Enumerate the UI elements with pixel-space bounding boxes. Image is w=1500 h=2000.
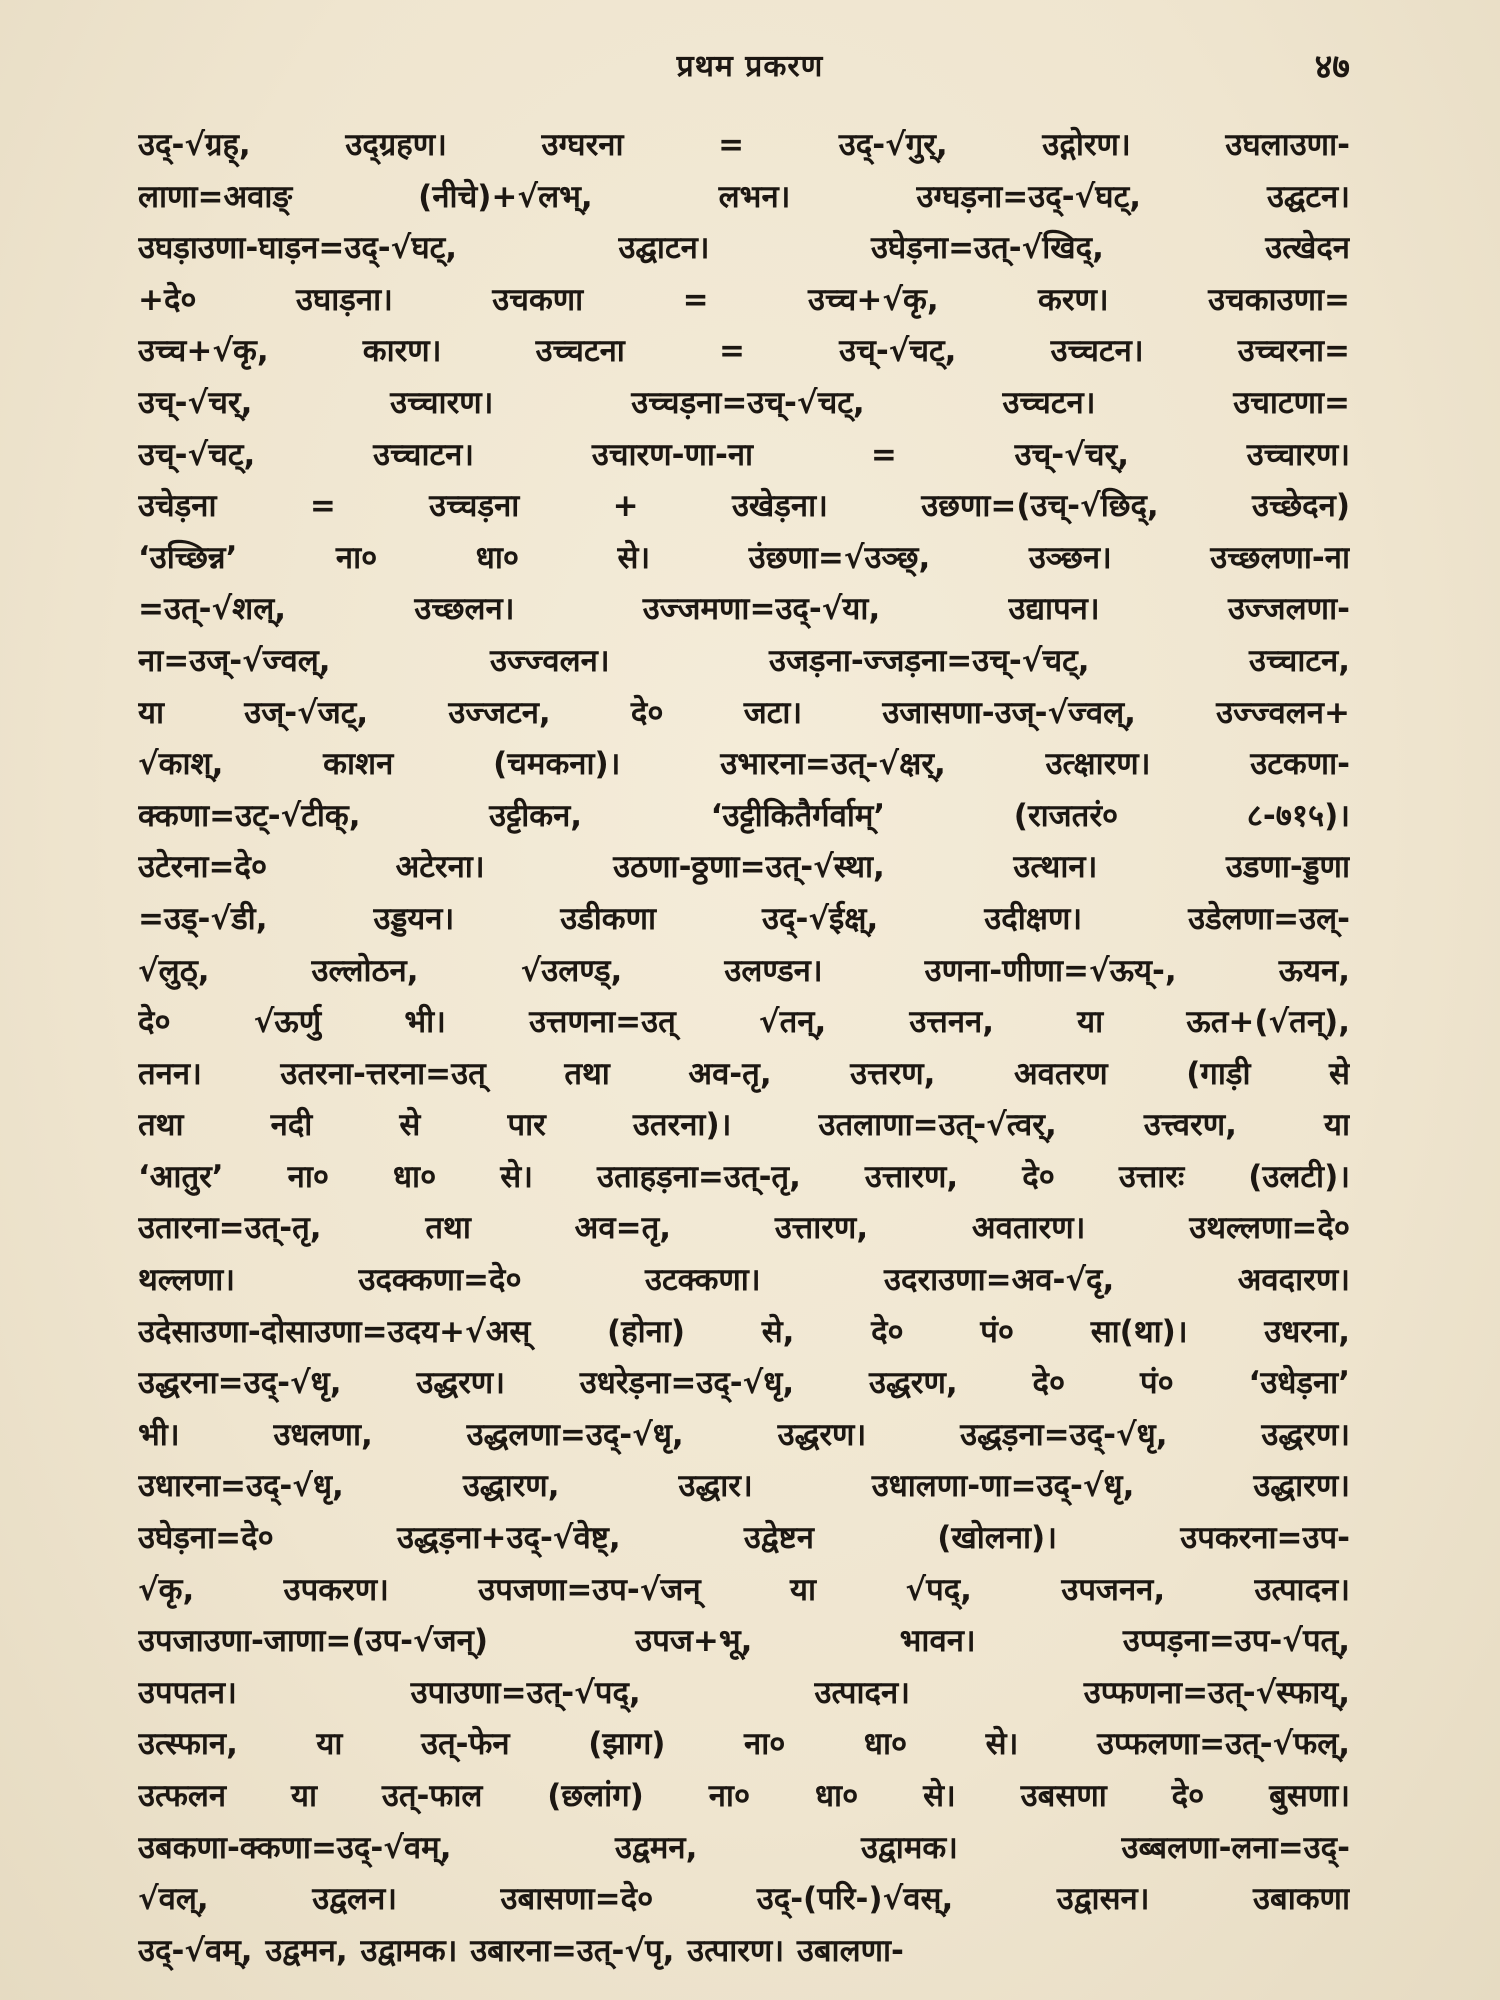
text-line: उबकणा-क्कणा=उद्-√वम्, उद्वमन, उद्वामक। उब्बलणा-लना=उद्- (138, 1829, 1350, 1866)
text-line: या उज्-√जट्, उज्जटन, दे० जटा। उजासणा-उज्-√ज्वल्, उज्ज्वलन+ (138, 694, 1350, 731)
text-line: उपजाउणा-जाणा=(उप-√जन्) उपज+भू, भावन। उप्पड़ना=उप-√पत्, (138, 1623, 1350, 1660)
text-line: उपपतन। उपाउणा=उत्-√पद्, उत्पादन। उप्फणना=उत्-√स्फाय्, (138, 1674, 1350, 1711)
text-line: ‘आतुर’ ना० धा० से। उताहड़ना=उत्-तृ, उत्तारण, दे० उत्तारः (उलटी)। (138, 1158, 1350, 1195)
text-line: उटेरना=दे० अटेरना। उठणा-ठ्ठणा=उत्-√स्था, उत्थान। उडणा-ड्डणा (138, 849, 1350, 886)
text-line: उत्स्फान, या उत्-फेन (झाग) ना० धा० से। उप्फलणा=उत्-√फल्, (138, 1726, 1350, 1763)
text-line: लाणा=अवाङ् (नीचे)+√लभ्, लभन। उग्घड़ना=उद्-√घट्, उद्घटन। (138, 178, 1350, 215)
text-line: थल्लणा। उदक्कणा=दे० उटक्कणा। उदराउणा=अव-√दृ, अवदारण। (138, 1262, 1350, 1299)
running-title: प्रथम प्रकरण (676, 49, 824, 84)
text-line: √वल्, उद्वलन। उबासणा=दे० उद्-(परि-)√वस्, उद्वासन। उबाकणा (138, 1881, 1350, 1918)
text-line: उधारना=उद्-√धृ, उद्धारण, उद्धार। उधालणा-णा=उद्-√धृ, उद्धारण। (138, 1468, 1350, 1505)
text-line: +दे० उघाड़ना। उचकणा = उच्च+√कृ, करण। उचकाउणा= (138, 281, 1350, 318)
text-line: ‘उच्छिन्न’ ना० धा० से। उंछणा=√उञ्छ्, उञ्छन। उच्छलणा-ना (138, 539, 1350, 576)
text-line: उच्च+√कृ, कारण। उच्चटना = उच्-√चट्, उच्चटन। उच्चरना= (138, 333, 1350, 370)
text-line: उद्-√वम्, उद्वमन, उद्वामक। उबारना=उत्-√पृ, उत्पारण। उबालणा- (138, 1932, 904, 1969)
text-line: उद्-√ग्रह्, उद्ग्रहण। उग्घरना = उद्-√गुर्, उद्गोरण। उघलाउणा- (138, 127, 1350, 163)
text-line: उच्-√चट्, उच्चाटन। उचारण-णा-ना = उच्-√चर्, उच्चारण। (138, 436, 1350, 473)
text-line: ना=उज्-√ज्वल्, उज्ज्वलन। उजड़ना-ज्जड़ना=उच्-√चट्, उच्चाटन, (138, 642, 1350, 679)
text-line: उतारना=उत्-तृ, तथा अव=तृ, उत्तारण, अवतारण। उथल्लणा=दे० (138, 1210, 1350, 1247)
text-line: =उड्-√डी, उड्डयन। उडीकणा उद्-√ईक्ष्, उदीक्षण। उडेलणा=उल्- (138, 900, 1350, 937)
text-line: तनन। उतरना-त्तरना=उत् तथा अव-तृ, उत्तरण, अवतरण (गाड़ी से (138, 1055, 1350, 1092)
text-line: =उत्-√शल्, उच्छलन। उज्जमणा=उद्-√या, उद्यापन। उज्जलणा- (138, 591, 1350, 628)
page-number: ४७ (1314, 47, 1350, 87)
text-line: क्कणा=उट्-√टीक्, उट्टीकन, ‘उट्टीकितैर्गर्वाम्’ (राजतरं० ८-७१५)। (138, 797, 1350, 834)
text-line: उच्-√चर्, उच्चारण। उच्चड़ना=उच्-√चट्, उच्चटन। उचाटणा= (138, 384, 1350, 421)
text-line: तथा नदी से पार उतरना)। उतलाणा=उत्-√त्वर्, उत्त्वरण, या (138, 1107, 1350, 1144)
text-line: उचेड़ना = उच्चड़ना + उखेड़ना। उछणा=(उच्-√छिद्, उच्छेदन) (138, 488, 1350, 525)
text-line: उघड़ाउणा-घाड़न=उद्-√घट्, उद्घाटन। उघेड़ना=उत्-√खिद्, उत्खेदन (138, 230, 1350, 267)
text-line: दे० √ऊर्णु भी। उत्तणना=उत् √तन्, उत्तनन, या ऊत+(√तन्), (138, 1004, 1350, 1041)
text-line: उद्धरना=उद्-√धृ, उद्धरण। उधरेड़ना=उद्-√धृ, उद्धरण, दे० पं० ‘उधेड़ना’ (138, 1365, 1350, 1402)
text-line: √लुठ्, उल्लोठन, √उलण्ड्, उलण्डन। उणना-णीणा=√ऊय्-, ऊयन, (138, 952, 1350, 989)
dictionary-text-block (138, 120, 1350, 1977)
text-line: उत्फलन या उत्-फाल (छलांग) ना० धा० से। उबसणा दे० बुसणा। (138, 1778, 1350, 1814)
text-line: √काश्, काशन (चमकना)। उभारना=उत्-√क्षर्, उत्क्षारण। उटकणा- (138, 746, 1350, 783)
page-header (0, 36, 1500, 96)
text-line: √कृ, उपकरण। उपजणा=उप-√जन् या √पद्, उपजनन, उत्पादन। (138, 1571, 1350, 1608)
text-line: उदेसाउणा-दोसाउणा=उदय+√अस् (होना) से, दे० पं० सा(था)। उधरना, (138, 1313, 1350, 1350)
text-line: भी। उधलणा, उद्धलणा=उद्-√धृ, उद्धरण। उद्धड़ना=उद्-√धृ, उद्धरण। (138, 1416, 1350, 1453)
text-line: उघेड़ना=दे० उद्धड़ना+उद्-√वेष्ट्, उद्वेष्टन (खोलना)। उपकरना=उप- (138, 1520, 1350, 1557)
